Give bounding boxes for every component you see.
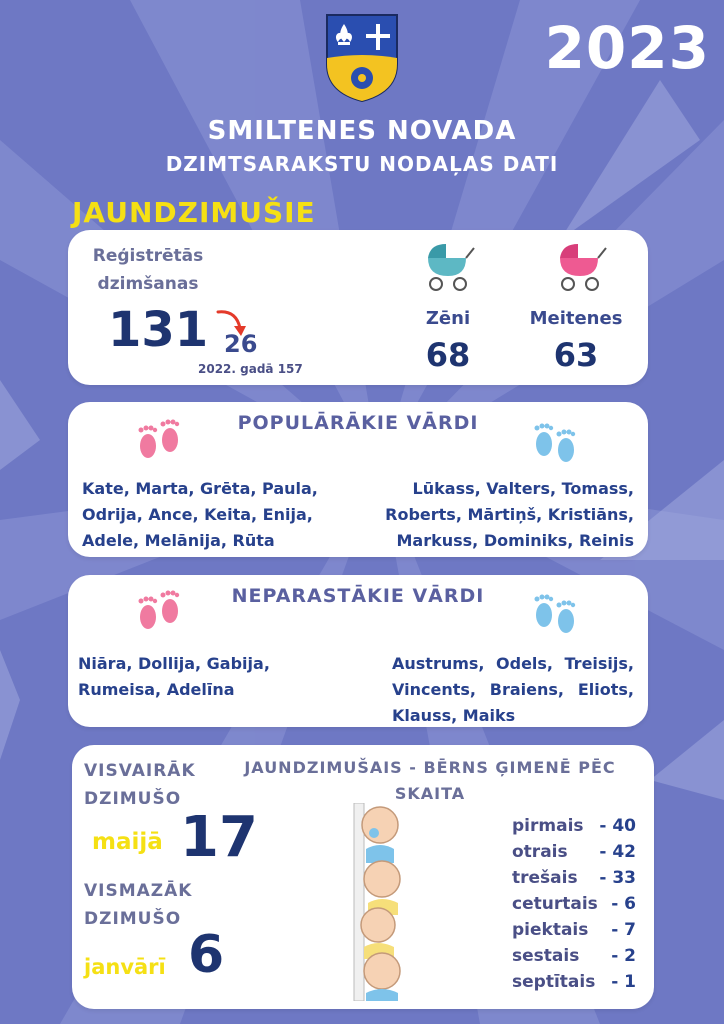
popular-girl-names (82, 476, 352, 554)
order-value: - 42 (599, 842, 636, 862)
list-item (512, 969, 636, 995)
list-item (512, 865, 636, 891)
boys-label: Zēni (425, 308, 471, 329)
order-label: trešais (512, 868, 578, 888)
most-births-value: 17 (180, 805, 258, 870)
year-title: 2023 (544, 14, 710, 82)
popular-title: POPULĀRĀKIE VĀRDI (237, 412, 479, 434)
list-item: Kate, Marta, Grēta, Paula, (82, 479, 318, 498)
order-label: sestais (512, 946, 580, 966)
order-title (240, 755, 620, 807)
order-value: - 33 (599, 868, 636, 888)
footprints-icon (530, 591, 582, 639)
order-list (512, 813, 636, 995)
list-item: Markuss, Dominiks, Reinis (396, 531, 634, 550)
list-item: Odrija, Ance, Keita, Enija, (82, 505, 313, 524)
least-births-label (84, 877, 192, 933)
list-item: Adele, Melānija, Rūta (82, 531, 275, 550)
least-births-line1: VISMAZĀK (84, 881, 193, 901)
boys-count: 68 (425, 336, 471, 374)
unusual-boy-names-last (392, 703, 634, 729)
order-value: - 40 (599, 816, 636, 836)
births-label-line1: Reģistrētās (92, 246, 204, 266)
order-value: - 2 (611, 946, 636, 966)
girls-label: Meitenes (529, 308, 623, 329)
list-item (512, 917, 636, 943)
months-order-card (72, 745, 654, 1009)
most-births-line1: VISVAIRĀK (84, 761, 196, 781)
unusual-title: NEPARASTĀKIE VĀRDI (231, 585, 485, 607)
unusual-girl-names (78, 651, 338, 703)
pram-icon (420, 240, 476, 294)
list-item: Austrums, Odels, Treisijs, (392, 654, 634, 673)
least-births-value: 6 (188, 925, 225, 985)
order-label: septītais (512, 972, 596, 992)
coat-of-arms-icon (324, 12, 400, 104)
order-value: - 7 (611, 920, 636, 940)
list-item: Rumeisa, Adelīna (78, 680, 235, 699)
order-value: - 1 (611, 972, 636, 992)
births-change: 26 (224, 330, 258, 358)
girls-count: 63 (553, 336, 599, 374)
popular-boy-names (368, 476, 634, 554)
pram-icon (552, 240, 608, 294)
list-item (512, 891, 636, 917)
most-births-label (84, 757, 196, 813)
page-subtitle: DZIMTSARAKSTU NODAĻAS DATI (165, 152, 559, 176)
births-previous: 2022. gadā 157 (198, 362, 303, 376)
babies-illustration-icon (352, 803, 418, 1001)
most-births-line2: DZIMUŠO (84, 789, 182, 809)
footprints-icon (134, 587, 186, 635)
list-item (512, 839, 636, 865)
page-title: SMILTENES NOVADA (207, 116, 517, 146)
list-item: Vincents, Braiens, Eliots, (392, 680, 634, 699)
most-births-month: maijā (92, 829, 163, 855)
footprints-icon (530, 420, 582, 468)
order-title-line2: SKAITA (394, 784, 466, 803)
list-item: Niāra, Dollija, Gabija, (78, 654, 270, 673)
least-births-line2: DZIMUŠO (84, 909, 182, 929)
unusual-names-card (68, 575, 648, 727)
order-label: pirmais (512, 816, 584, 836)
births-label (68, 242, 228, 298)
section-title: JAUNDZIMUŠIE (72, 196, 316, 229)
births-total: 131 (108, 302, 209, 358)
footprints-icon (134, 416, 186, 464)
order-label: ceturtais (512, 894, 598, 914)
list-item: Klauss, Maiks (392, 706, 516, 725)
popular-names-card (68, 402, 648, 557)
order-label: otrais (512, 842, 568, 862)
order-label: piektais (512, 920, 589, 940)
births-card (68, 230, 648, 385)
list-item: Lūkass, Valters, Tomass, (412, 479, 634, 498)
list-item (512, 813, 636, 839)
least-births-month: janvārī (84, 955, 166, 979)
list-item (512, 943, 636, 969)
births-label-line2: dzimšanas (97, 274, 199, 294)
order-title-line1: JAUNDZIMUŠAIS - BĒRNS ĢIMENĒ PĒC (244, 758, 616, 777)
list-item: Roberts, Mārtiņš, Kristiāns, (385, 505, 634, 524)
order-value: - 6 (611, 894, 636, 914)
unusual-boy-names (392, 651, 634, 703)
